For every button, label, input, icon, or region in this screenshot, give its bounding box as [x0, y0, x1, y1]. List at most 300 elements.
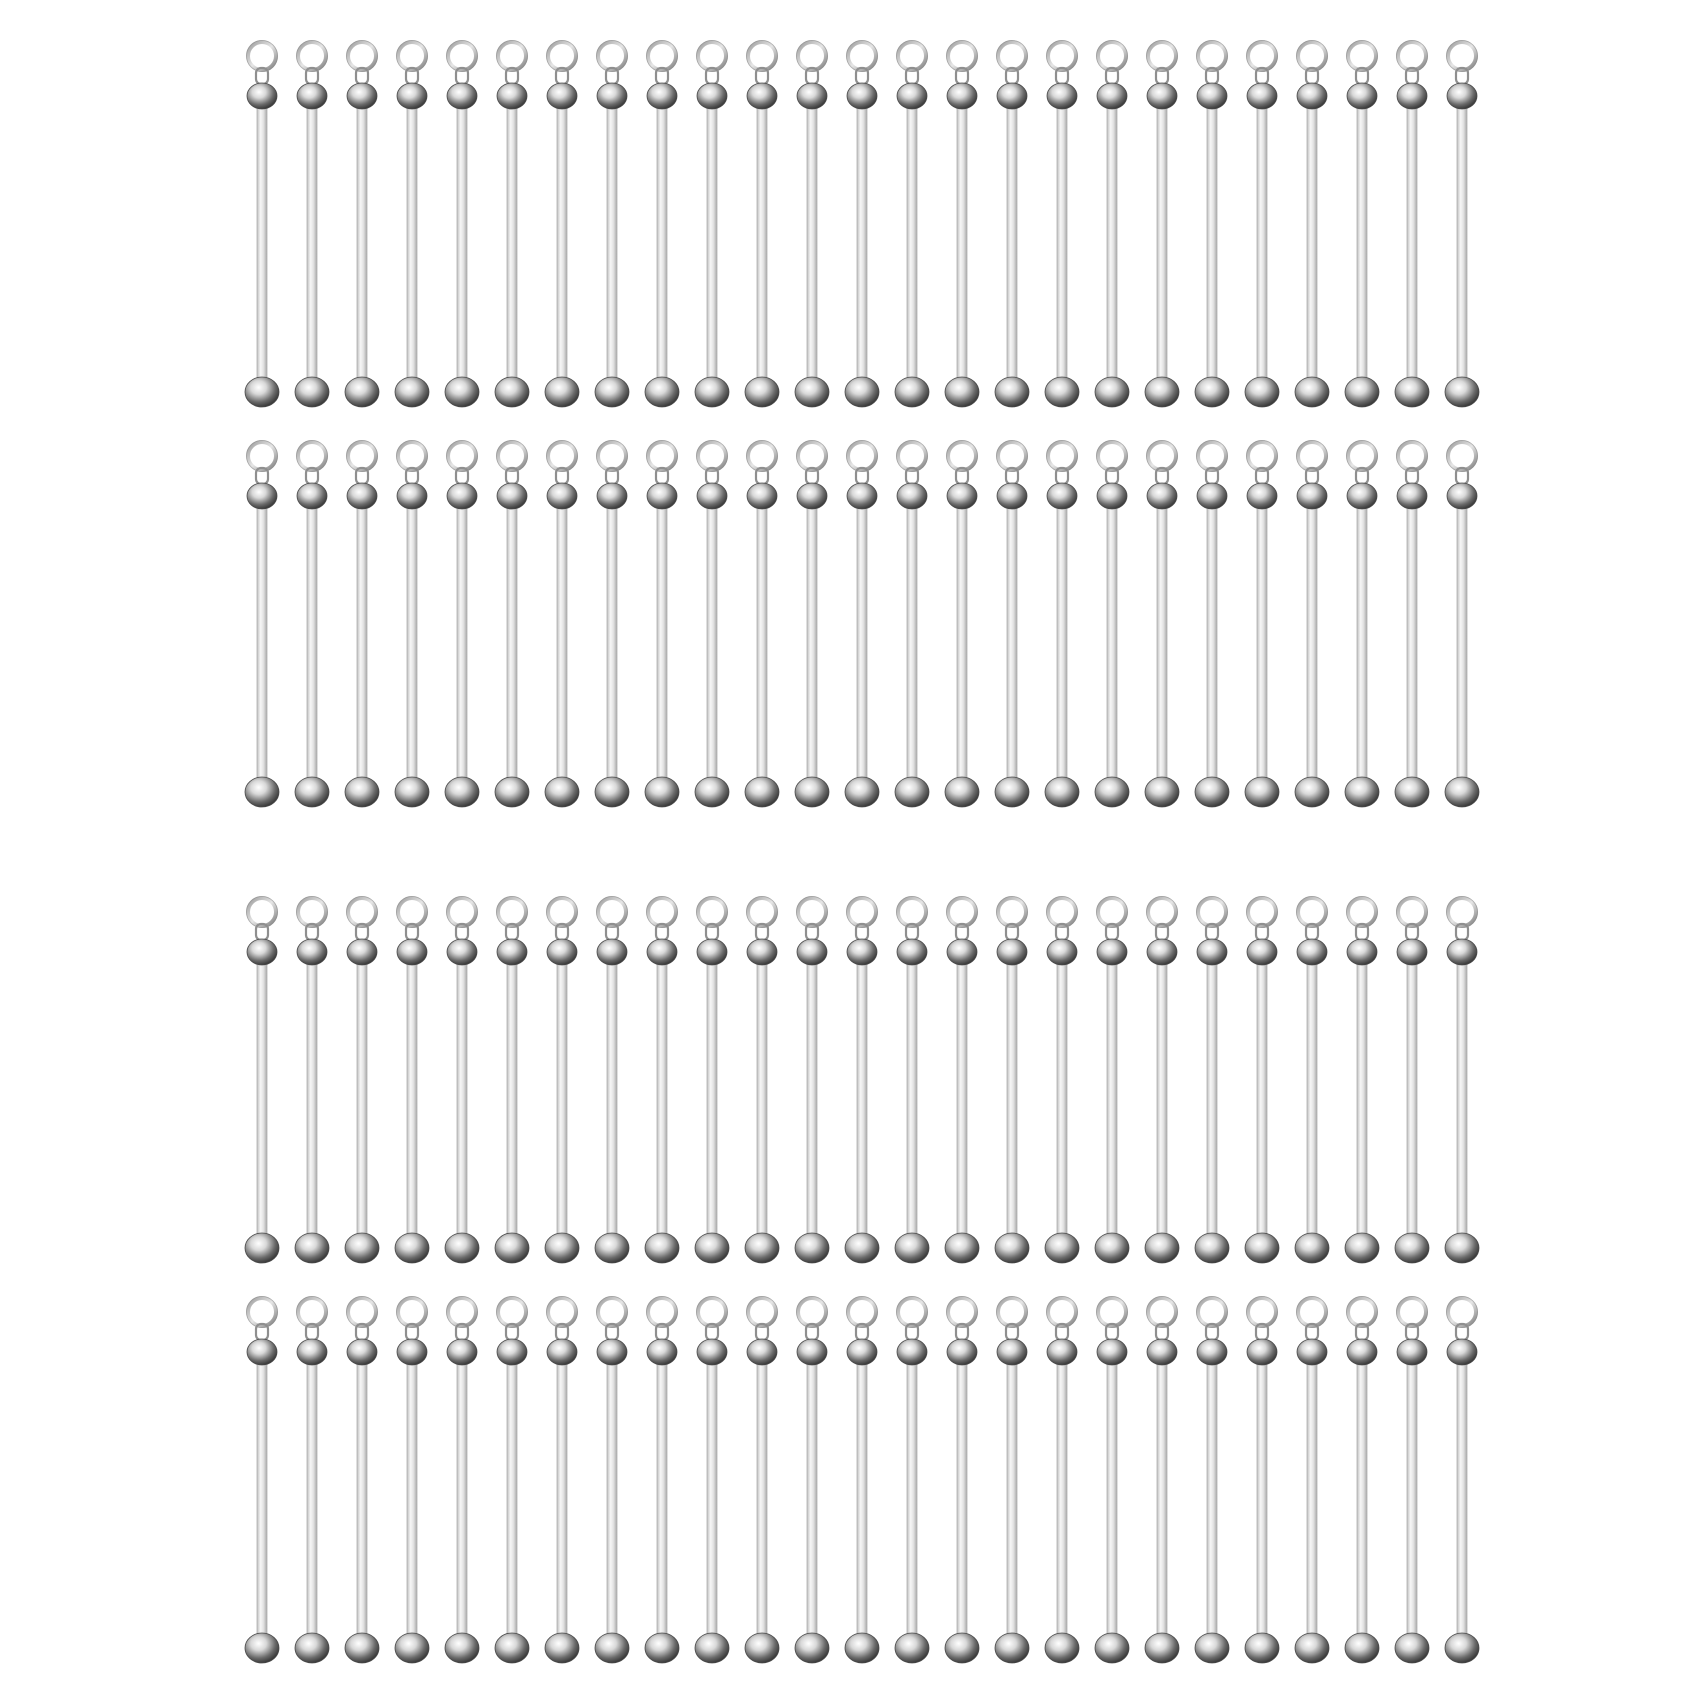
- bottom-ball: [895, 1233, 929, 1263]
- pin-bar: [307, 952, 317, 1248]
- pin-bar: [1107, 496, 1117, 792]
- bottom-ball: [895, 377, 929, 407]
- pin-bar: [507, 496, 517, 792]
- top-ball: [747, 939, 777, 965]
- top-ball: [447, 939, 477, 965]
- pin-bar: [1407, 96, 1417, 392]
- top-ball: [697, 483, 727, 509]
- pin-bar: [1207, 1352, 1217, 1648]
- top-ball: [1397, 483, 1427, 509]
- bottom-ball: [1195, 377, 1229, 407]
- top-ball: [347, 483, 377, 509]
- top-ball: [1147, 939, 1177, 965]
- bottom-ball: [545, 777, 579, 807]
- top-ball: [497, 83, 527, 109]
- pin-bar: [557, 1352, 567, 1648]
- bottom-ball: [1095, 777, 1129, 807]
- pin-bar: [357, 496, 367, 792]
- top-ball: [1447, 483, 1477, 509]
- pin-bar: [1407, 496, 1417, 792]
- top-ball: [647, 1339, 677, 1365]
- bottom-ball: [1395, 777, 1429, 807]
- pin-bar: [357, 952, 367, 1248]
- top-ball: [1197, 83, 1227, 109]
- pin-bar: [657, 1352, 667, 1648]
- bottom-ball: [295, 1633, 329, 1663]
- pin-bar: [1307, 496, 1317, 792]
- pin-bar: [457, 1352, 467, 1648]
- bottom-ball: [345, 1633, 379, 1663]
- bottom-ball: [1045, 777, 1079, 807]
- pin-bar: [707, 1352, 717, 1648]
- bottom-ball: [1095, 1633, 1129, 1663]
- top-ball: [1397, 1339, 1427, 1365]
- top-ball: [747, 1339, 777, 1365]
- pin-bar: [257, 952, 267, 1248]
- top-ball: [397, 83, 427, 109]
- top-ball: [847, 939, 877, 965]
- bottom-ball: [1095, 377, 1129, 407]
- top-ball: [547, 483, 577, 509]
- top-ball: [897, 1339, 927, 1365]
- pin-bar: [1107, 1352, 1117, 1648]
- top-ball: [597, 1339, 627, 1365]
- top-ball: [997, 483, 1027, 509]
- bottom-ball: [995, 377, 1029, 407]
- bottom-ball: [445, 777, 479, 807]
- top-ball: [1097, 939, 1127, 965]
- top-ball: [497, 1339, 527, 1365]
- bottom-ball: [295, 777, 329, 807]
- pin-bar: [857, 496, 867, 792]
- pin-bar: [457, 496, 467, 792]
- pin-bar: [1257, 96, 1267, 392]
- pin-bar: [1257, 1352, 1267, 1648]
- bottom-ball: [1145, 377, 1179, 407]
- pin-bar: [507, 96, 517, 392]
- top-ball: [947, 1339, 977, 1365]
- pin-bar: [1307, 96, 1317, 392]
- bottom-ball: [345, 377, 379, 407]
- bottom-ball: [1445, 377, 1479, 407]
- top-ball: [1297, 83, 1327, 109]
- bottom-ball: [1245, 777, 1279, 807]
- top-ball: [847, 1339, 877, 1365]
- bottom-ball: [545, 1633, 579, 1663]
- top-ball: [1097, 1339, 1127, 1365]
- top-ball: [347, 939, 377, 965]
- pin-bar: [257, 1352, 267, 1648]
- bottom-ball: [345, 777, 379, 807]
- pin-bar: [407, 96, 417, 392]
- top-ball: [997, 83, 1027, 109]
- bottom-ball: [245, 777, 279, 807]
- pin-bar: [907, 96, 917, 392]
- bottom-ball: [495, 1633, 529, 1663]
- bottom-ball: [845, 377, 879, 407]
- pin-bar: [857, 96, 867, 392]
- top-ball: [547, 1339, 577, 1365]
- bottom-ball: [1145, 777, 1179, 807]
- bottom-ball: [795, 377, 829, 407]
- pin-bar: [1057, 96, 1067, 392]
- pin-bar: [457, 952, 467, 1248]
- bottom-ball: [645, 377, 679, 407]
- top-ball: [547, 83, 577, 109]
- pin-bar: [1207, 496, 1217, 792]
- top-ball: [497, 483, 527, 509]
- top-ball: [1047, 83, 1077, 109]
- bottom-ball: [1195, 777, 1229, 807]
- top-ball: [847, 483, 877, 509]
- top-ball: [1347, 483, 1377, 509]
- pin-bar: [407, 1352, 417, 1648]
- bottom-ball: [245, 1233, 279, 1263]
- top-ball: [347, 83, 377, 109]
- pin-bar: [407, 496, 417, 792]
- bottom-ball: [995, 1633, 1029, 1663]
- top-ball: [647, 83, 677, 109]
- bottom-ball: [945, 777, 979, 807]
- bottom-ball: [445, 377, 479, 407]
- bottom-ball: [445, 1233, 479, 1263]
- top-ball: [447, 483, 477, 509]
- pin-bar: [557, 96, 567, 392]
- pin-bar: [407, 952, 417, 1248]
- top-ball: [897, 83, 927, 109]
- top-ball: [1047, 1339, 1077, 1365]
- top-ball: [647, 483, 677, 509]
- pin-bar: [907, 496, 917, 792]
- top-ball: [297, 83, 327, 109]
- top-ball: [1197, 1339, 1227, 1365]
- top-ball: [247, 483, 277, 509]
- pin-bar: [1457, 496, 1467, 792]
- top-ball: [247, 83, 277, 109]
- bottom-ball: [1195, 1233, 1229, 1263]
- pin-bar: [1007, 96, 1017, 392]
- bottom-ball: [795, 1633, 829, 1663]
- pin-bar: [607, 496, 617, 792]
- bottom-ball: [645, 1233, 679, 1263]
- bottom-ball: [745, 1233, 779, 1263]
- top-ball: [1097, 83, 1127, 109]
- bottom-ball: [945, 1633, 979, 1663]
- top-ball: [647, 939, 677, 965]
- pin-bar: [1107, 96, 1117, 392]
- bottom-ball: [1345, 377, 1379, 407]
- bottom-ball: [1295, 1233, 1329, 1263]
- top-ball: [797, 939, 827, 965]
- top-ball: [397, 1339, 427, 1365]
- pin-bar: [657, 952, 667, 1248]
- top-ball: [1347, 83, 1377, 109]
- bottom-ball: [1145, 1233, 1179, 1263]
- bottom-ball: [1395, 377, 1429, 407]
- bottom-ball: [595, 1633, 629, 1663]
- bottom-ball: [745, 377, 779, 407]
- top-ball: [1247, 939, 1277, 965]
- bottom-ball: [745, 1633, 779, 1663]
- pin-bar: [857, 1352, 867, 1648]
- pin-bar: [1407, 1352, 1417, 1648]
- top-ball: [597, 483, 627, 509]
- top-ball: [1147, 83, 1177, 109]
- pin-bar: [957, 1352, 967, 1648]
- top-ball: [947, 83, 977, 109]
- pin-bar: [457, 96, 467, 392]
- pin-bar: [657, 496, 667, 792]
- pin-bar: [1207, 952, 1217, 1248]
- bottom-ball: [545, 377, 579, 407]
- bottom-ball: [1245, 377, 1279, 407]
- bottom-ball: [1195, 1633, 1229, 1663]
- bottom-ball: [1445, 1233, 1479, 1263]
- top-ball: [697, 939, 727, 965]
- top-ball: [747, 483, 777, 509]
- bottom-ball: [695, 1633, 729, 1663]
- bottom-ball: [795, 1233, 829, 1263]
- top-ball: [547, 939, 577, 965]
- pin-bar: [507, 1352, 517, 1648]
- bottom-ball: [1045, 1233, 1079, 1263]
- pin-bar: [1057, 952, 1067, 1248]
- bottom-ball: [795, 777, 829, 807]
- pin-bar: [907, 952, 917, 1248]
- bottom-ball: [1445, 1633, 1479, 1663]
- pin-bar: [357, 1352, 367, 1648]
- pin-bar: [1257, 952, 1267, 1248]
- top-ball: [797, 1339, 827, 1365]
- top-ball: [1347, 939, 1377, 965]
- pin-bar: [307, 96, 317, 392]
- bottom-ball: [695, 777, 729, 807]
- bottom-ball: [1045, 377, 1079, 407]
- bottom-ball: [1445, 777, 1479, 807]
- top-ball: [697, 83, 727, 109]
- top-ball: [247, 1339, 277, 1365]
- pin-bar: [807, 1352, 817, 1648]
- bottom-ball: [445, 1633, 479, 1663]
- pin-bar: [557, 952, 567, 1248]
- top-ball: [1247, 1339, 1277, 1365]
- pin-bar: [807, 496, 817, 792]
- bottom-ball: [845, 1633, 879, 1663]
- top-ball: [1097, 483, 1127, 509]
- top-ball: [1147, 483, 1177, 509]
- pin-bar: [1007, 952, 1017, 1248]
- pin-bar: [607, 96, 617, 392]
- bottom-ball: [295, 1233, 329, 1263]
- pin-bar: [557, 496, 567, 792]
- bottom-ball: [1345, 777, 1379, 807]
- bottom-ball: [395, 1233, 429, 1263]
- pin-bar: [1007, 496, 1017, 792]
- pin-bar: [1357, 952, 1367, 1248]
- bottom-ball: [1395, 1233, 1429, 1263]
- top-ball: [1397, 939, 1427, 965]
- pin-bar: [257, 96, 267, 392]
- top-ball: [1147, 1339, 1177, 1365]
- pin-bar: [707, 952, 717, 1248]
- top-ball: [447, 1339, 477, 1365]
- pin-bar: [1457, 1352, 1467, 1648]
- bottom-ball: [395, 377, 429, 407]
- pin-bar: [307, 496, 317, 792]
- pin-bar: [1307, 952, 1317, 1248]
- bottom-ball: [1345, 1633, 1379, 1663]
- bottom-ball: [495, 777, 529, 807]
- top-ball: [397, 939, 427, 965]
- top-ball: [297, 1339, 327, 1365]
- pin-bar: [757, 96, 767, 392]
- bottom-ball: [345, 1233, 379, 1263]
- bottom-ball: [395, 1633, 429, 1663]
- bottom-ball: [645, 1633, 679, 1663]
- top-ball: [1347, 1339, 1377, 1365]
- bottom-ball: [1345, 1233, 1379, 1263]
- bottom-ball: [545, 1233, 579, 1263]
- top-ball: [1297, 483, 1327, 509]
- bottom-ball: [945, 377, 979, 407]
- bottom-ball: [295, 377, 329, 407]
- top-ball: [1197, 939, 1227, 965]
- bottom-ball: [495, 1233, 529, 1263]
- bottom-ball: [645, 777, 679, 807]
- pin-bar: [707, 96, 717, 392]
- pin-bar: [807, 96, 817, 392]
- top-ball: [847, 83, 877, 109]
- pin-bar: [607, 952, 617, 1248]
- top-ball: [397, 483, 427, 509]
- pin-bar: [1157, 952, 1167, 1248]
- top-ball: [1297, 1339, 1327, 1365]
- pin-bar: [1357, 96, 1367, 392]
- pin-bar: [657, 96, 667, 392]
- pin-bar: [957, 952, 967, 1248]
- pin-bar: [1257, 496, 1267, 792]
- top-ball: [597, 939, 627, 965]
- pin-bar: [757, 1352, 767, 1648]
- pin-bar: [1457, 952, 1467, 1248]
- pin-bar: [1107, 952, 1117, 1248]
- top-ball: [1047, 939, 1077, 965]
- pin-bar: [1307, 1352, 1317, 1648]
- pin-bar: [907, 1352, 917, 1648]
- bottom-ball: [1245, 1633, 1279, 1663]
- top-ball: [597, 83, 627, 109]
- top-ball: [1397, 83, 1427, 109]
- bottom-ball: [495, 377, 529, 407]
- top-ball: [997, 1339, 1027, 1365]
- top-ball: [697, 1339, 727, 1365]
- top-ball: [1447, 83, 1477, 109]
- top-ball: [1297, 939, 1327, 965]
- top-ball: [1247, 83, 1277, 109]
- pin-bar: [1007, 1352, 1017, 1648]
- bottom-ball: [595, 777, 629, 807]
- pin-bar: [1457, 96, 1467, 392]
- bottom-ball: [1395, 1633, 1429, 1663]
- pin-bar: [757, 496, 767, 792]
- top-ball: [297, 939, 327, 965]
- bottom-ball: [595, 377, 629, 407]
- top-ball: [997, 939, 1027, 965]
- bottom-ball: [895, 777, 929, 807]
- pin-bar: [1357, 1352, 1367, 1648]
- top-ball: [947, 483, 977, 509]
- top-ball: [1197, 483, 1227, 509]
- pin-bar: [1407, 952, 1417, 1248]
- top-ball: [897, 483, 927, 509]
- pin-bar: [607, 1352, 617, 1648]
- bottom-ball: [245, 1633, 279, 1663]
- pin-bar: [1057, 496, 1067, 792]
- pin-bar: [957, 496, 967, 792]
- top-ball: [347, 1339, 377, 1365]
- bottom-ball: [745, 777, 779, 807]
- top-ball: [797, 483, 827, 509]
- bottom-ball: [1295, 777, 1329, 807]
- pin-bar: [357, 96, 367, 392]
- top-ball: [1447, 939, 1477, 965]
- pin-bar: [507, 952, 517, 1248]
- bottom-ball: [695, 377, 729, 407]
- top-ball: [947, 939, 977, 965]
- bottom-ball: [395, 777, 429, 807]
- bottom-ball: [1045, 1633, 1079, 1663]
- bottom-ball: [1095, 1233, 1129, 1263]
- bottom-ball: [595, 1233, 629, 1263]
- bottom-ball: [1295, 1633, 1329, 1663]
- bottom-ball: [995, 777, 1029, 807]
- pin-bar: [1157, 1352, 1167, 1648]
- top-ball: [447, 83, 477, 109]
- top-ball: [497, 939, 527, 965]
- bottom-ball: [845, 777, 879, 807]
- pin-bar: [257, 496, 267, 792]
- bottom-ball: [1245, 1233, 1279, 1263]
- pin-bar: [1357, 496, 1367, 792]
- top-ball: [1247, 483, 1277, 509]
- bottom-ball: [845, 1233, 879, 1263]
- top-ball: [797, 83, 827, 109]
- bottom-ball: [245, 377, 279, 407]
- pin-bar: [307, 1352, 317, 1648]
- pin-bar: [707, 496, 717, 792]
- pin-bar: [1157, 96, 1167, 392]
- bottom-ball: [695, 1233, 729, 1263]
- pin-bar: [1157, 496, 1167, 792]
- bottom-ball: [995, 1233, 1029, 1263]
- top-ball: [897, 939, 927, 965]
- top-ball: [297, 483, 327, 509]
- pin-bar: [1057, 1352, 1067, 1648]
- bottom-ball: [1295, 377, 1329, 407]
- pin-bar: [757, 952, 767, 1248]
- bottom-ball: [895, 1633, 929, 1663]
- bottom-ball: [1145, 1633, 1179, 1663]
- top-ball: [1047, 483, 1077, 509]
- pin-bar: [807, 952, 817, 1248]
- bottom-ball: [945, 1233, 979, 1263]
- top-ball: [1447, 1339, 1477, 1365]
- pin-bar: [857, 952, 867, 1248]
- top-ball: [247, 939, 277, 965]
- pin-bar: [1207, 96, 1217, 392]
- top-ball: [747, 83, 777, 109]
- pin-bar: [957, 96, 967, 392]
